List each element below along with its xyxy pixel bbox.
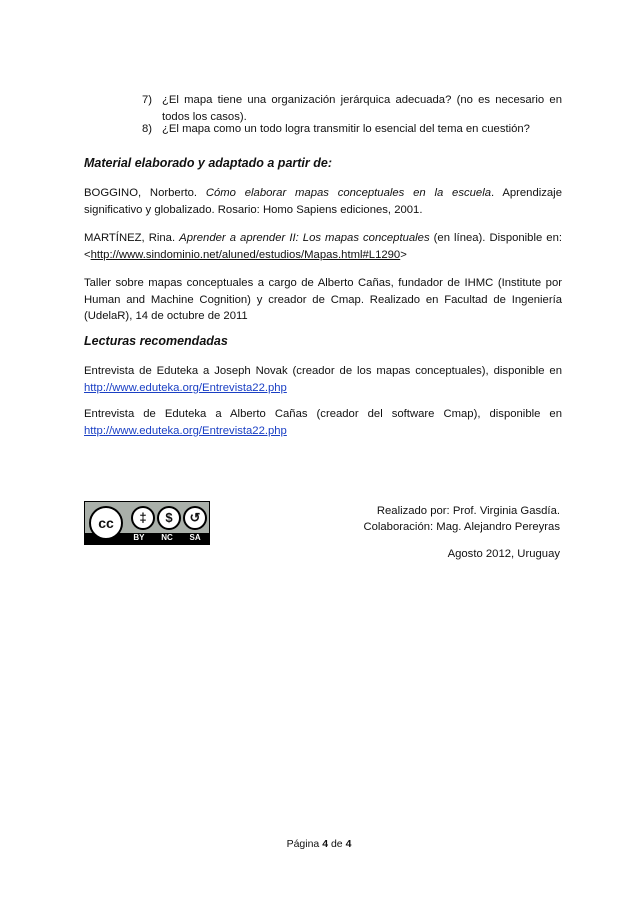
reading-text: Entrevista de Eduteka a Alberto Cañas (creador del software Cmap), disponible en <box>84 408 562 420</box>
license-by: BY <box>133 533 145 543</box>
ref-close: > <box>400 248 407 261</box>
section-heading: Lecturas recomendadas <box>84 334 228 348</box>
no-dollar-icon: $ <box>157 506 181 530</box>
page-number: 4 <box>322 838 329 850</box>
ref-details: (en línea). Disponible en: < <box>84 232 563 261</box>
footer-sep: de <box>328 838 346 850</box>
ref-link[interactable]: http://www.sindominio.net/aluned/estudios/Mapas.html#L1290 <box>90 248 401 261</box>
reading-link[interactable]: http://www.eduteka.org/Entrevista22.php <box>84 424 287 437</box>
person-icon: ‡ <box>131 506 155 530</box>
share-alike-icon: ↺ <box>183 506 207 530</box>
reference-taller: Taller sobre mapas conceptuales a cargo de Alberto Cañas, fundador de IHMC (Institute por Human and Machine Cognition) y creador de Cmap. Realizado en Facultad de Ingeniería (UdelaR), 14 de octubre de 2011 <box>84 277 562 322</box>
reading-text: Entrevista de Eduteka a Joseph Novak (creador de los mapas conceptuales), disponible en <box>84 365 562 377</box>
reading-link[interactable]: http://www.eduteka.org/Entrevista22.php <box>84 381 287 394</box>
list-number: 7) <box>142 94 153 106</box>
credit-author: Realizado por: Prof. Virginia Gasdía. <box>376 505 560 517</box>
reference-martinez <box>84 230 562 263</box>
credit-date: Agosto 2012, Uruguay <box>447 548 560 560</box>
list-number: 8) <box>142 123 153 135</box>
ref-author: BOGGINO, Norberto. <box>84 187 206 199</box>
list-text: ¿El mapa como un todo logra transmitir lo esencial del tema en cuestión? <box>162 123 530 135</box>
ref-details: . Aprendizaje significativo y globalizado. Rosario: Homo Sapiens ediciones, 2001. <box>84 187 562 216</box>
reading-item <box>84 406 562 439</box>
footer-label: Página <box>286 838 323 850</box>
ref-title: Aprender a aprender II: Los mapas conceptuales <box>179 232 430 244</box>
ref-title: Cómo elaborar mapas conceptuales en la escuela <box>205 187 491 199</box>
page-footer <box>0 836 638 853</box>
reference-boggino <box>84 185 562 218</box>
list-item <box>142 121 562 138</box>
list-text: ¿El mapa tiene una organización jerárquica adecuada? (no es necesario en todos los casos). <box>162 94 562 123</box>
cc-license-badge <box>84 501 210 545</box>
credit-collab: Colaboración: Mag. Alejandro Pereyras <box>363 521 560 533</box>
reading-item <box>84 363 562 396</box>
ref-author: MARTÍNEZ, Rina. <box>84 232 180 244</box>
page-total: 4 <box>345 838 352 850</box>
cc-icon: cc <box>89 506 123 540</box>
license-nc: NC <box>161 533 173 543</box>
section-heading: Material elaborado y adaptado a partir de: <box>84 156 332 170</box>
license-sa: SA <box>189 533 201 543</box>
